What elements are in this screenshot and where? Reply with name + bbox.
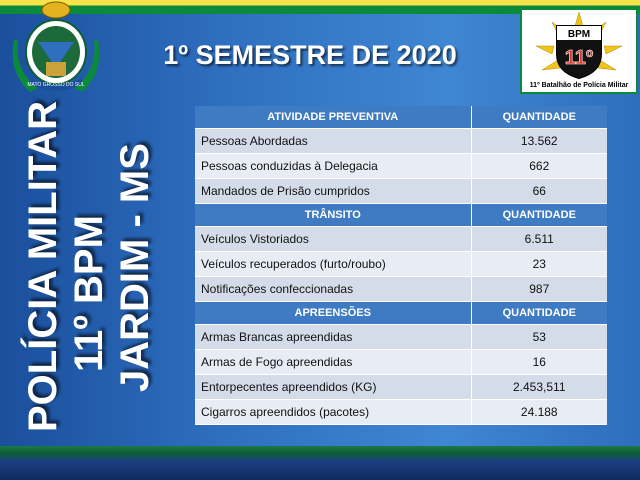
row-label: Cigarros apreendidos (pacotes) bbox=[195, 400, 471, 425]
section-header bbox=[195, 106, 607, 129]
row-value: 2.453,511 bbox=[471, 375, 607, 400]
stats-table bbox=[195, 106, 607, 425]
row-value: 13.562 bbox=[471, 129, 607, 154]
side-text-line: POLÍCIA MILITAR bbox=[21, 100, 65, 432]
quantity-header: QUANTIDADE bbox=[471, 302, 607, 325]
badge-text: BPM bbox=[567, 29, 591, 40]
row-value: 16 bbox=[471, 350, 607, 375]
row-label: Veículos Vistoriados bbox=[195, 227, 471, 252]
section-label: APREENSÕES bbox=[195, 302, 471, 325]
table-row bbox=[195, 325, 607, 350]
logo-caption: 11º Batalhão de Polícia Militar bbox=[529, 82, 629, 89]
row-value: 23 bbox=[471, 252, 607, 277]
row-label: Entorpecentes apreendidos (KG) bbox=[195, 375, 471, 400]
row-label: Veículos recuperados (furto/roubo) bbox=[195, 252, 471, 277]
row-label: Notificações confeccionadas bbox=[195, 277, 471, 302]
table-row bbox=[195, 179, 607, 204]
row-label: Pessoas conduzidas à Delegacia bbox=[195, 154, 471, 179]
table-row bbox=[195, 400, 607, 425]
section-header bbox=[195, 302, 607, 325]
row-label: Pessoas Abordadas bbox=[195, 129, 471, 154]
side-text-line: JARDIM - MS bbox=[113, 143, 157, 392]
quantity-header: QUANTIDADE bbox=[471, 204, 607, 227]
row-label: Mandados de Prisão cumpridos bbox=[195, 179, 471, 204]
side-text-line: 11º BPM bbox=[67, 215, 111, 372]
bottom-stripe bbox=[0, 446, 640, 480]
table-row bbox=[195, 277, 607, 302]
row-label: Armas de Fogo apreendidas bbox=[195, 350, 471, 375]
table-row bbox=[195, 129, 607, 154]
section-header bbox=[195, 204, 607, 227]
state-crest-icon bbox=[8, 0, 104, 96]
table-row bbox=[195, 227, 607, 252]
crest-ribbon-text: MATO GROSSO DO SUL bbox=[27, 82, 85, 88]
row-value: 24.188 bbox=[471, 400, 607, 425]
row-value: 662 bbox=[471, 154, 607, 179]
battalion-badge-icon bbox=[522, 10, 636, 80]
row-label: Armas Brancas apreendidas bbox=[195, 325, 471, 350]
table-row bbox=[195, 252, 607, 277]
quantity-header: QUANTIDADE bbox=[471, 106, 607, 129]
row-value: 66 bbox=[471, 179, 607, 204]
row-value: 987 bbox=[471, 277, 607, 302]
row-value: 6.511 bbox=[471, 227, 607, 252]
row-value: 53 bbox=[471, 325, 607, 350]
badge-number: 11º bbox=[564, 47, 594, 69]
table-row bbox=[195, 375, 607, 400]
side-vertical-text bbox=[20, 102, 158, 432]
section-label: ATIVIDADE PREVENTIVA bbox=[195, 106, 471, 129]
battalion-logo bbox=[520, 8, 638, 94]
table-row bbox=[195, 154, 607, 179]
page-title: 1º SEMESTRE DE 2020 bbox=[163, 40, 457, 70]
section-label: TRÂNSITO bbox=[195, 204, 471, 227]
table-row bbox=[195, 350, 607, 375]
